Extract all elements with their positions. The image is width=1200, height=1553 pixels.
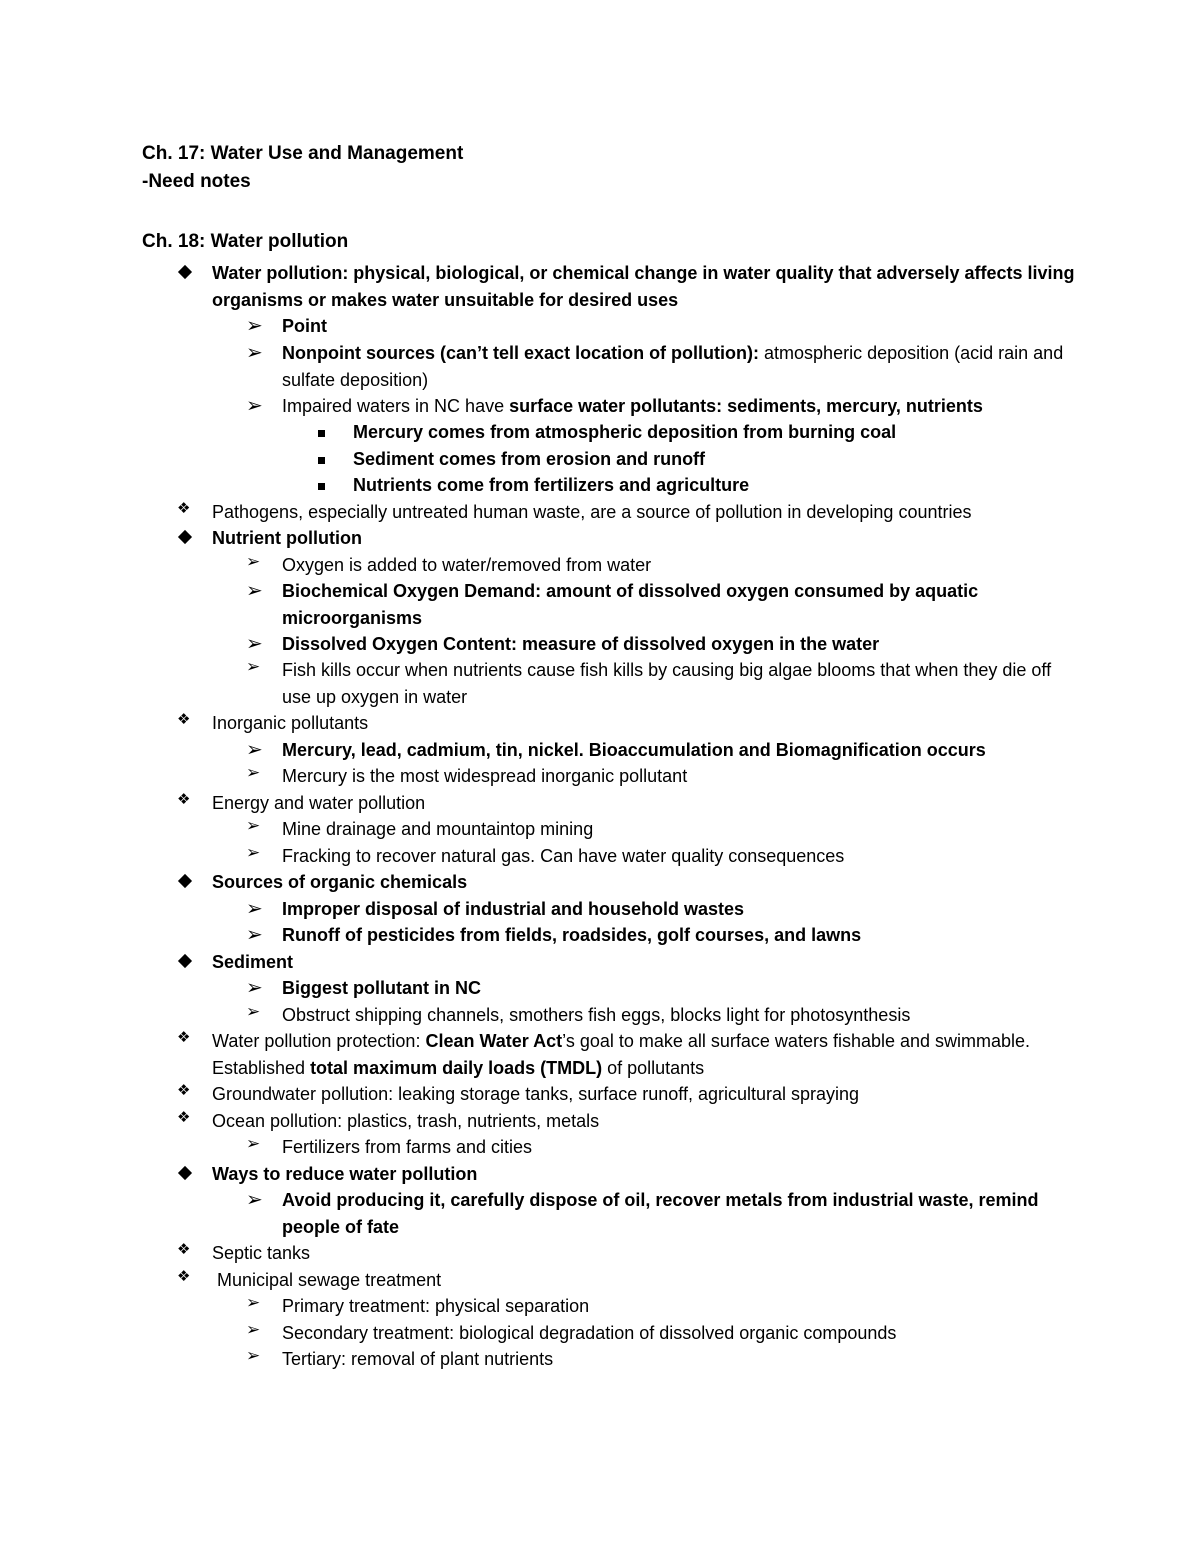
four-diamond-bullet-icon — [177, 1028, 199, 1055]
list-item: Water pollution protection: Clean Water Act’s goal to make all surface waters fishable and swimmable. Established total maximum daily loads (TMDL) of pollutants — [212, 1031, 1031, 1078]
arrowhead-bullet-icon — [246, 1320, 268, 1347]
arrowhead-bullet-icon — [246, 1293, 268, 1320]
four-diamond-bullet-icon — [177, 790, 199, 817]
list-item: Avoid producing it, carefully dispose of oil, recover metals from industrial waste, remind people of fate — [282, 1190, 1039, 1237]
list-item: Point — [282, 316, 327, 336]
arrowhead-bullet-icon — [246, 1002, 268, 1029]
list-item: Pathogens, especially untreated human waste, are a source of pollution in developing countries — [212, 502, 972, 522]
list-item: Mercury, lead, cadmium, tin, nickel. Bioaccumulation and Biomagnification occurs — [282, 740, 986, 760]
list-item: Biochemical Oxygen Demand: amount of dissolved oxygen consumed by aquatic microorganisms — [282, 581, 979, 628]
arrowhead-bullet-icon — [246, 578, 268, 605]
square-bullet-icon — [316, 472, 338, 499]
arrowhead-bullet-icon — [246, 737, 268, 764]
list-item: Nonpoint sources (can’t tell exact location of pollution): atmospheric deposition (acid rain and sulfate deposition) — [282, 343, 1064, 390]
list-item: Nutrient pollution — [212, 528, 362, 548]
four-diamond-bullet-icon — [177, 1108, 199, 1135]
list-item: Ways to reduce water pollution — [212, 1164, 478, 1184]
diamond-bullet-icon — [177, 949, 199, 976]
arrowhead-bullet-icon — [246, 896, 268, 923]
list-item: Dissolved Oxygen Content: measure of dissolved oxygen in the water — [282, 634, 880, 654]
list-item: Septic tanks — [212, 1243, 311, 1263]
list-item: Sediment comes from erosion and runoff — [353, 449, 706, 469]
four-diamond-bullet-icon — [177, 710, 199, 737]
square-bullet-icon — [316, 419, 338, 446]
list-item: Biggest pollutant in NC — [282, 978, 481, 998]
arrowhead-bullet-icon — [246, 552, 268, 579]
list-item: Oxygen is added to water/removed from water — [282, 555, 652, 575]
chapter-17-note: -Need notes — [142, 171, 251, 192]
list-item: Groundwater pollution: leaking storage tanks, surface runoff, agricultural spraying — [212, 1084, 860, 1104]
arrowhead-bullet-icon — [246, 631, 268, 658]
list-item: Ocean pollution: plastics, trash, nutrients, metals — [212, 1111, 600, 1131]
arrowhead-bullet-icon — [246, 763, 268, 790]
list-item: Energy and water pollution — [212, 793, 426, 813]
list-item: Impaired waters in NC have surface water pollutants: sediments, mercury, nutrients — [282, 396, 983, 416]
list-item: Mercury comes from atmospheric deposition from burning coal — [353, 422, 897, 442]
arrowhead-bullet-icon — [246, 1346, 268, 1373]
arrowhead-bullet-icon — [246, 816, 268, 843]
list-item: Primary treatment: physical separation — [282, 1296, 590, 1316]
list-item: Mercury is the most widespread inorganic pollutant — [282, 766, 688, 786]
list-item: Inorganic pollutants — [212, 713, 369, 733]
arrowhead-bullet-icon — [246, 393, 268, 420]
four-diamond-bullet-icon — [177, 1081, 199, 1108]
diamond-bullet-icon — [177, 525, 199, 552]
diamond-bullet-icon — [177, 869, 199, 896]
square-bullet-icon — [316, 446, 338, 473]
arrowhead-bullet-icon — [246, 657, 268, 684]
list-item: Fracking to recover natural gas. Can have water quality consequences — [282, 846, 845, 866]
arrowhead-bullet-icon — [246, 313, 268, 340]
list-item: Sediment — [212, 952, 294, 972]
arrowhead-bullet-icon — [246, 340, 268, 367]
list-item: Obstruct shipping channels, smothers fish eggs, blocks light for photosynthesis — [282, 1005, 911, 1025]
four-diamond-bullet-icon — [177, 1240, 199, 1267]
chapter-17-title: Ch. 17: Water Use and Management — [142, 143, 464, 164]
list-item: Fish kills occur when nutrients cause fish kills by causing big algae blooms that when they die off use up oxygen in water — [282, 660, 1052, 707]
arrowhead-bullet-icon — [246, 975, 268, 1002]
list-item: Runoff of pesticides from fields, roadsides, golf courses, and lawns — [282, 925, 862, 945]
list-item: Secondary treatment: biological degradation of dissolved organic compounds — [282, 1323, 897, 1343]
list-item: Mine drainage and mountaintop mining — [282, 819, 594, 839]
arrowhead-bullet-icon — [246, 922, 268, 949]
arrowhead-bullet-icon — [246, 843, 268, 870]
list-item: Municipal sewage treatment — [212, 1270, 442, 1290]
diamond-bullet-icon — [177, 1161, 199, 1188]
arrowhead-bullet-icon — [246, 1187, 268, 1214]
list-item: Nutrients come from fertilizers and agriculture — [353, 475, 750, 495]
four-diamond-bullet-icon — [177, 499, 199, 526]
arrowhead-bullet-icon — [246, 1134, 268, 1161]
list-item: Sources of organic chemicals — [212, 872, 468, 892]
list-item: Improper disposal of industrial and household wastes — [282, 899, 745, 919]
list-item: Tertiary: removal of plant nutrients — [282, 1349, 554, 1369]
four-diamond-bullet-icon — [177, 1267, 199, 1294]
chapter-18-title: Ch. 18: Water pollution — [142, 231, 349, 252]
list-item: Water pollution: physical, biological, or chemical change in water quality that adversely affects living organisms or makes water unsuitable for desired uses — [212, 263, 1075, 310]
diamond-bullet-icon — [177, 260, 199, 287]
list-item: Fertilizers from farms and cities — [282, 1137, 533, 1157]
